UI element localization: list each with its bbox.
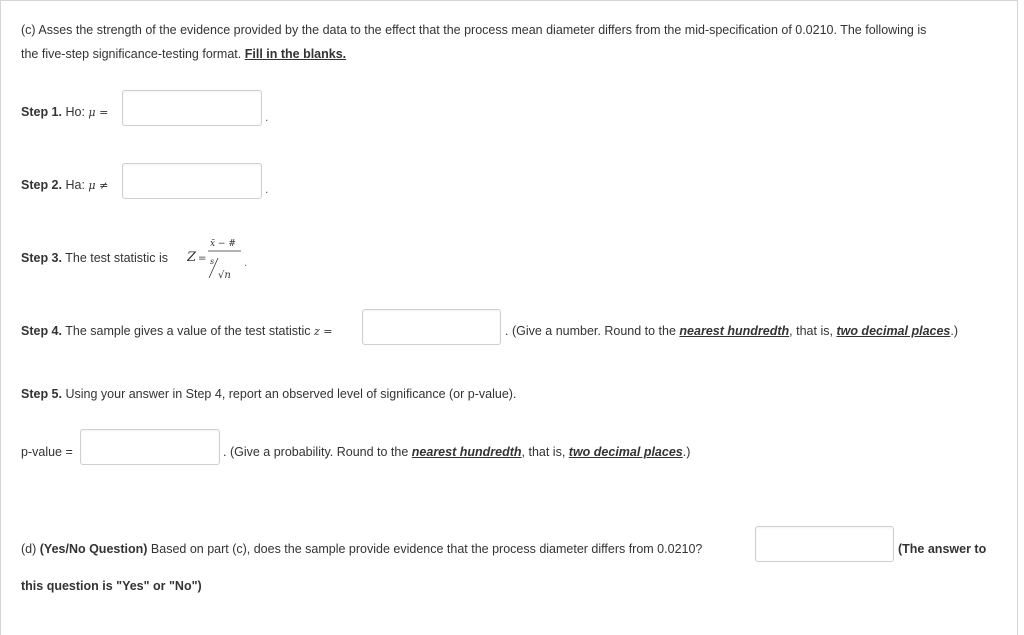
formula-z: Z: [187, 250, 197, 265]
step4-hint-two-decimals: two decimal places: [836, 324, 951, 338]
test-statistic-formula: [187, 234, 259, 286]
formula-s: s: [210, 257, 215, 266]
step2-label: Step 2.: [21, 178, 62, 192]
step3-label: Step 3.: [21, 251, 62, 265]
step4-symbol: z =: [314, 325, 333, 338]
formula-equals: =: [198, 253, 207, 264]
pvalue-input[interactable]: [80, 429, 220, 465]
step5-row: [21, 386, 516, 402]
step3-row: [21, 250, 168, 266]
step4-hint-nearest-hundredth: nearest hundredth: [679, 324, 790, 338]
step4-hint-prefix: . (Give a number. Round to the: [505, 324, 676, 338]
part-c-intro-line1: (c) Asses the strength of the evidence provided by the data to the effect that the process mean diameter differs from the mid-specification of 0.0210. The following is: [21, 23, 927, 37]
step5-hint: [223, 444, 690, 460]
step4-hint-mid: , that is,: [789, 324, 833, 338]
step5-hint-suffix: .): [682, 445, 691, 459]
step1-symbol: μ =: [88, 106, 109, 119]
intro-text: the five-step significance-testing format.: [21, 47, 242, 61]
step1-period: .: [265, 110, 269, 124]
step5-hint-prefix: . (Give a probability. Round to the: [223, 445, 409, 459]
step5-hint-nearest-hundredth: nearest hundredth: [411, 445, 522, 459]
step4-label: Step 4.: [21, 324, 62, 338]
step2-period: .: [265, 182, 269, 196]
fill-in-blanks-emphasis: Fill in the blanks.: [244, 47, 347, 61]
step5-label: Step 5.: [21, 387, 62, 401]
step5-hint-mid: , that is,: [521, 445, 566, 459]
step2-row: [21, 177, 108, 194]
part-d-note-line2: this question is "Yes" or "No"): [21, 579, 202, 593]
pvalue-label: p-value =: [21, 445, 73, 459]
formula-sqrt-n: √n: [218, 270, 231, 281]
step4-hint: [505, 323, 958, 339]
part-d-text: Based on part (c), does the sample provide evidence that the process diameter differs from 0.0210?: [150, 542, 703, 556]
step3-text: The test statistic is: [65, 251, 169, 265]
part-d-answer-input[interactable]: [755, 526, 894, 562]
part-d-note-line1: (The answer to: [898, 542, 987, 556]
part-d-prefix: (d): [21, 542, 37, 556]
step4-row: [21, 323, 333, 340]
step1-text: Ho:: [65, 105, 85, 119]
step1-row: [21, 104, 108, 121]
step5-text: Using your answer in Step 4, report an observed level of significance (or p-value).: [65, 387, 517, 401]
step1-null-hypothesis-input[interactable]: [122, 90, 262, 126]
step4-text: The sample gives a value of the test statistic: [65, 324, 311, 338]
step5-hint-two-decimals: two decimal places: [568, 445, 683, 459]
part-d-bold-label: (Yes/No Question): [39, 542, 148, 556]
step2-symbol: μ ≠: [88, 179, 109, 192]
step2-alt-hypothesis-input[interactable]: [122, 163, 262, 199]
step4-test-statistic-input[interactable]: [362, 309, 501, 345]
formula-numerator: x̄ − #: [210, 239, 236, 249]
step1-label: Step 1.: [21, 105, 62, 119]
step4-hint-suffix: .): [950, 324, 959, 338]
step2-text: Ha:: [65, 178, 85, 192]
part-d-question: [21, 541, 702, 557]
part-c-intro-line2: [21, 46, 346, 62]
formula-period: .: [244, 258, 248, 269]
